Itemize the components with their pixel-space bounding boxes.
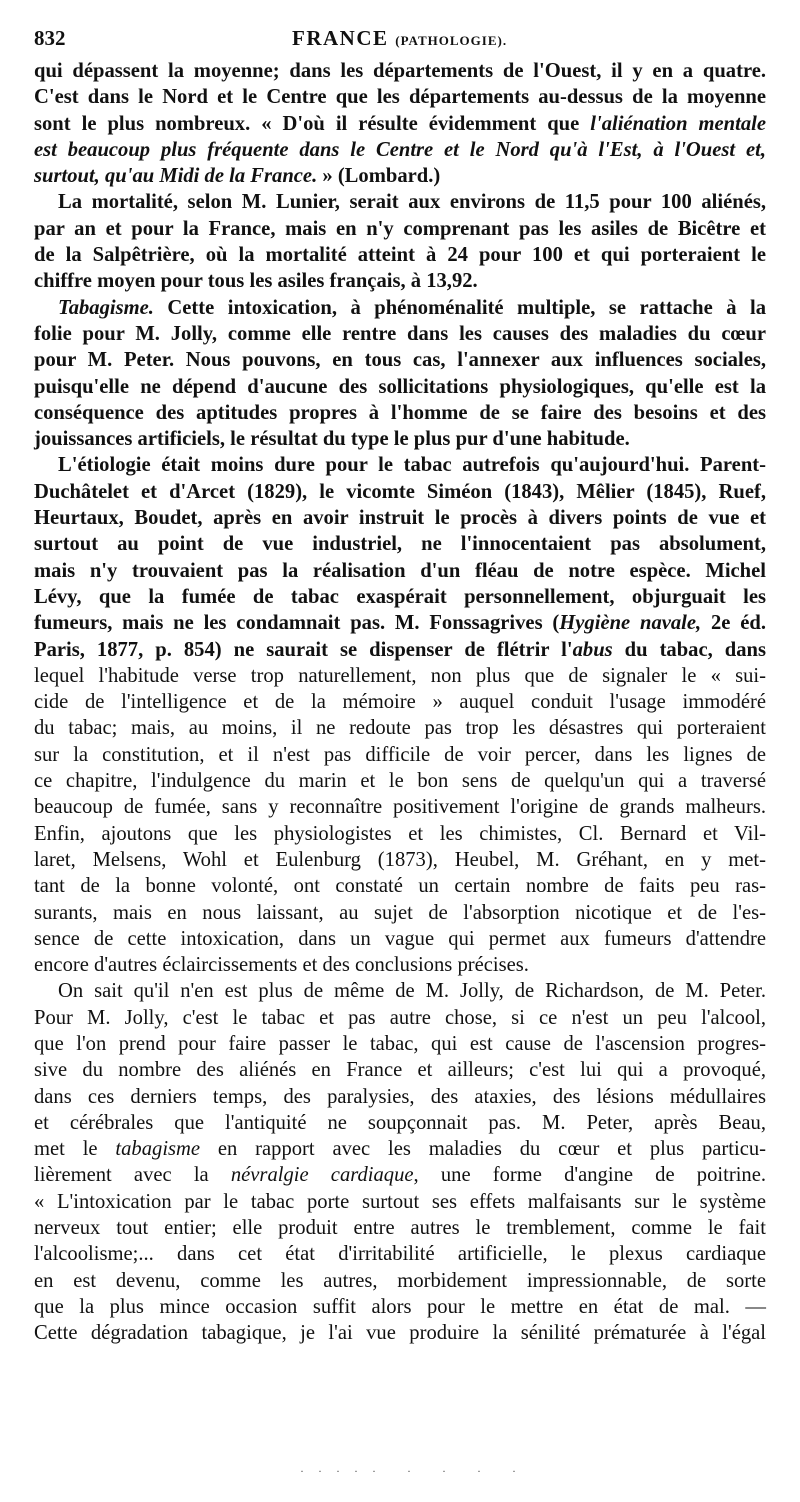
text-run: mais n'y trouvaient pas la réalisation d'un fléau de notre espèce. Michel: [34, 559, 766, 582]
text-line: [34, 321, 766, 347]
text-run: encore d'autres éclaircissements et des conclusions précises.: [34, 954, 529, 977]
text-line: [34, 426, 766, 452]
text-run: Duchâtelet et d'Arcet (1829), le vicomte Siméon (1843), Mêlier (1845), Ruef,: [34, 480, 766, 503]
text-line: [34, 1031, 766, 1057]
text-line: [34, 1215, 766, 1241]
running-head: [292, 26, 507, 51]
body-text: [34, 58, 766, 1347]
text-run: lequel l'habitude verse trop naturellement, non plus que de signaler le « sui-: [34, 664, 766, 687]
text-run: folie pour M. Jolly, comme elle rentre dans les causes des maladies du cœur: [34, 322, 766, 345]
italic-text: tabagisme: [115, 1138, 201, 1161]
text-line: [34, 163, 766, 189]
text-run: tant de la bonne volonté, ont constaté un certain nombre de faits peu ras-: [34, 875, 766, 898]
text-run: Paris, 1877, p. 854) ne saurait se dispenser de flétrir l': [34, 638, 573, 661]
text-line: [34, 374, 766, 400]
text-run: , une forme d'angine de poitrine.: [413, 1164, 766, 1187]
text-run: On sait qu'il n'en est plus de même de M. Jolly, de Richardson, de M. Peter.: [58, 980, 766, 1003]
text-run: fumeurs, mais ne les condamnait pas. M. Fonssagrives (: [34, 612, 560, 635]
text-line: [34, 637, 766, 663]
text-line: [34, 347, 766, 373]
text-run: sence de cette intoxication, dans un vague qui permet aux fumeurs d'attendre: [34, 927, 766, 950]
text-line: [34, 137, 766, 163]
text-line: [34, 505, 766, 531]
text-run: puisqu'elle ne dépend d'aucune des sollicitations physiologiques, qu'elle est la: [34, 375, 766, 398]
text-line: [34, 1005, 766, 1031]
running-head-title: FRANCE: [292, 26, 389, 50]
text-run: du tabac; mais, au moins, il ne redoute pas trop les désastres qui porteraient: [34, 717, 766, 740]
text-run: beaucoup de fumée, sans y reconnaître positivement l'origine de grands malheurs.: [34, 796, 766, 819]
italic-text: l'aliénation mentale: [590, 112, 766, 135]
text-run: jouissances artificiels, le résultat du type le plus pur d'une habitude.: [34, 428, 630, 451]
text-run: que l'on prend pour faire passer le tabac, qui est cause de l'ascension progres-: [34, 1032, 766, 1055]
text-run: Lévy, que la fumée de tabac exaspérait personnellement, objurguait les: [34, 585, 766, 608]
text-run: Cette dégradation tabagique, je l'ai vue produire la sénilité prématurée à l'égal: [34, 1322, 766, 1345]
page-header: [34, 26, 766, 56]
text-run: 2e éd.: [701, 612, 766, 635]
text-run: Enfin, ajoutons que les physiologistes et les chimistes, Cl. Bernard et Vil-: [34, 822, 766, 845]
text-line: [34, 1057, 766, 1083]
text-line: [34, 531, 766, 557]
text-run: C'est dans le Nord et le Centre que les départements au-dessus de la moyenne: [34, 86, 766, 109]
text-line: [34, 216, 766, 242]
text-line: [34, 268, 766, 294]
text-line: [34, 873, 766, 899]
text-run: laret, Melsens, Wohl et Eulenburg (1873), Heubel, M. Gréhant, en y met-: [34, 848, 766, 871]
text-run: ce chapitre, l'indulgence du marin et le bon sens de quelqu'un qui a traversé: [34, 770, 766, 793]
text-run: dans ces derniers temps, des paralysies, des ataxies, des lésions médullaires: [34, 1085, 766, 1108]
text-run: Heurtaux, Boudet, après en avoir instruit le procès à divers points de vue et: [34, 507, 766, 530]
text-run: L'étiologie était moins dure pour le tabac autrefois qu'aujourd'hui. Parent-: [58, 454, 766, 477]
text-run: l'alcoolisme;... dans cet état d'irritabilité artificielle, le plexus cardiaque: [34, 1243, 766, 1266]
text-line: [34, 295, 766, 321]
text-line: [34, 584, 766, 610]
text-line: [34, 952, 766, 978]
text-line: [34, 1136, 766, 1162]
text-line: [34, 1320, 766, 1346]
text-line: [34, 1162, 766, 1188]
text-line: [34, 1268, 766, 1294]
text-line: [34, 689, 766, 715]
text-run: « L'intoxication par le tabac porte surtout ses effets malfaisants sur le système: [34, 1190, 766, 1213]
text-line: [34, 58, 766, 84]
text-run: sont le plus nombreux. « D'où il résulte évidemment que: [34, 112, 591, 135]
italic-text: est beaucoup plus fréquente dans le Centre et le Nord qu'à l'Est, à l'Ouest et,: [34, 138, 766, 161]
text-run: pour M. Peter. Nous pouvons, en tous cas, l'annexer aux influences sociales,: [34, 349, 766, 372]
text-run: Pour M. Jolly, c'est le tabac et pas autre chose, si ce n'est un peu l'alcool,: [34, 1006, 766, 1029]
text-run: qui dépassent la moyenne; dans les départements de l'Ouest, il y en a quatre.: [34, 60, 766, 82]
text-run: surants, mais en nous laissant, au sujet de l'absorption nicotique et de l'es-: [34, 901, 766, 924]
text-line: [34, 768, 766, 794]
text-line: [34, 111, 766, 137]
text-line: [34, 1084, 766, 1110]
running-head-section: (PATHOLOGIE).: [395, 33, 508, 48]
text-line: [34, 926, 766, 952]
text-line: [34, 1294, 766, 1320]
text-line: [34, 479, 766, 505]
text-run: de la Salpêtrière, où la mortalité atteint à 24 pour 100 et qui porteraient le: [34, 244, 766, 267]
text-line: [34, 1189, 766, 1215]
text-line: [34, 400, 766, 426]
text-run: surtout au point de vue industriel, ne l'innocentaient pas absolument,: [34, 533, 766, 556]
italic-text: Tabagisme.: [58, 296, 154, 319]
text-run: nerveux tout entier; elle produit entre autres le tremblement, comme le fait: [34, 1217, 766, 1240]
italic-text: surtout, qu'au Midi de la France.: [34, 165, 318, 188]
text-line: [34, 242, 766, 268]
text-run: met le: [34, 1138, 116, 1161]
text-line: [34, 558, 766, 584]
text-run: » (Lombard.): [317, 165, 441, 188]
document-page: [34, 26, 766, 1347]
text-run: et cérébrales que l'antiquité ne soupçonnait pas. M. Peter, après Beau,: [34, 1111, 766, 1134]
text-run: conséquence des aptitudes propres à l'homme de se faire des besoins et des: [34, 401, 766, 424]
text-run: lièrement avec la: [34, 1164, 231, 1187]
text-run: cide de l'intelligence et de la mémoire » auquel conduit l'usage immodéré: [34, 691, 766, 714]
text-run: Cette intoxication, à phénoménalité multiple, se rattache à la: [153, 296, 766, 319]
italic-text: Hygiène navale,: [559, 612, 702, 635]
text-run: en rapport avec les maladies du cœur et plus particu-: [200, 1138, 767, 1161]
text-run: que la plus mince occasion suffit alors pour le mettre en état de mal. —: [34, 1295, 766, 1318]
text-line: [34, 452, 766, 478]
scan-noise: ····· · · · ·: [300, 1464, 530, 1478]
text-line: [34, 1241, 766, 1267]
text-run: du tabac, dans: [612, 638, 766, 661]
text-line: [34, 821, 766, 847]
text-run: par an et pour la France, mais en n'y comprenant pas les asiles de Bicêtre et: [34, 217, 766, 240]
text-line: [34, 847, 766, 873]
text-line: [34, 794, 766, 820]
text-line: [34, 663, 766, 689]
italic-text: névralgie cardiaque: [230, 1164, 414, 1187]
text-line: [34, 978, 766, 1004]
text-line: [34, 610, 766, 636]
text-run: en est devenu, comme les autres, morbidement impressionnable, de sorte: [34, 1269, 766, 1292]
text-line: [34, 742, 766, 768]
text-line: [34, 900, 766, 926]
text-line: [34, 1110, 766, 1136]
text-line: [34, 84, 766, 110]
italic-text: abus: [572, 638, 613, 661]
text-run: sive du nombre des aliénés en France et ailleurs; c'est lui qui a provoqué,: [34, 1059, 766, 1082]
text-run: chiffre moyen pour tous les asiles français, à 13,92.: [34, 270, 478, 293]
text-line: [34, 715, 766, 741]
text-run: La mortalité, selon M. Lunier, serait aux environs de 11,5 pour 100 aliénés,: [58, 191, 766, 214]
page-number: 832: [34, 26, 66, 50]
text-line: [34, 189, 766, 215]
text-run: sur la constitution, et il n'est pas difficile de voir percer, dans les lignes de: [34, 743, 766, 766]
